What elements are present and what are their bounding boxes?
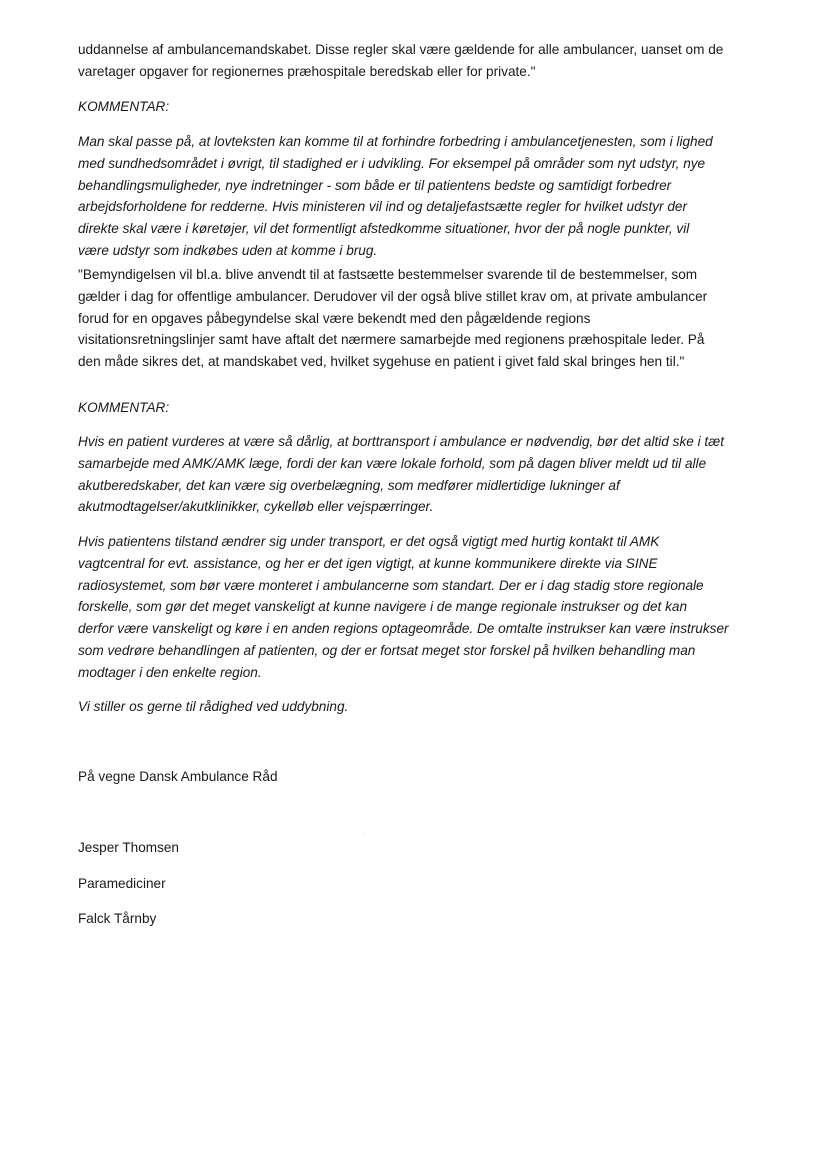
paragraph-line: modtager i den enkelte region. xyxy=(78,664,262,680)
paragraph-line: være udstyr som indkøbes uden at komme i brug. xyxy=(78,242,378,258)
authorization-quote-paragraph xyxy=(78,264,707,373)
paragraph-line: forskelle, som gør det meget vanskeligt at kunne navigere i de mange regionale instrukser og det kan xyxy=(78,599,688,615)
signature-on-behalf: På vegne Dansk Ambulance Råd xyxy=(78,769,278,784)
paragraph-line: uddannelse af ambulancemandskabet. Disse regler skal være gældende for alle ambulancer, uanset om de xyxy=(78,42,724,57)
paragraph-line: direkte skal være i køretøjer, vil det formentligt afstedkomme situationer, hvor der på nogle punkter, vil xyxy=(78,221,690,237)
paragraph-line: Vi stiller os gerne til rådighed ved uddybning. xyxy=(78,699,349,714)
signature-name: Jesper Thomsen xyxy=(78,840,179,855)
paragraph-line: derfor være vanskeligt og køre i en anden regions optageområde. De omtalte instrukser kan være instrukser xyxy=(78,621,729,637)
comment-heading-text: KOMMENTAR: xyxy=(78,99,170,114)
paragraph-line: samarbejde med AMK/AMK læge, fordi der kan være lokale forhold, som på dagen bliver meldt ud til alle xyxy=(78,455,707,471)
paragraph-line: radiosystemet, som bør være monteret i ambulancerne som standart. Der er i dag stadig store regionale xyxy=(78,577,704,593)
closing-offer-paragraph xyxy=(78,696,348,718)
paragraph-line: vagtcentral for evt. assistance, og her er det igen vigtigt, at kunne kommunikere direkte via SINE xyxy=(78,555,658,571)
comment-paragraph-equipment xyxy=(78,131,713,262)
signature-organization: Falck Tårnby xyxy=(78,911,157,926)
paragraph-line: varetager opgaver for regionernes præhospitale beredskab eller for private." xyxy=(78,63,536,79)
paragraph-line: "Bemyndigelsen vil bl.a. blive anvendt til at fastsætte bestemmelser svarende til de bestemmelser, som xyxy=(78,267,698,282)
paragraph-line: akutberedskaber, det kan være sig overbelægning, som medfører midlertidige lukninger af xyxy=(78,477,620,493)
paragraph-line: behandlingsmuligheder, nye indretninger - som både er til patientens bedste og samtidigt forbedrer xyxy=(78,177,672,193)
comment-heading-2 xyxy=(78,397,169,419)
paragraph-line: Man skal passe på, at lovteksten kan komme til at forhindre forbedring i ambulancetjenesten, som i lighed xyxy=(78,134,713,149)
paragraph-line: visitationsretningslinjer samt have aftalt det nærmere samarbejde med regionens præhospitale leder. På xyxy=(78,332,705,348)
comment-heading-text: KOMMENTAR: xyxy=(78,400,170,415)
paragraph-line: den måde sikres det, at mandskabet ved, hvilket sygehuse en patient i givet fald skal bringes hen til." xyxy=(78,354,685,370)
paragraph-line: med sundhedsområdet i øvrigt, til stadighed er i udvikling. For eksempel på områder som nyt udstyr, nye xyxy=(78,155,706,171)
comment-heading-1 xyxy=(78,96,169,118)
paragraph-line: som vedrøre behandlingen af patienten, og der er fortsat meget stor forskel på hvilken behandling man xyxy=(78,642,696,658)
letter-page xyxy=(78,0,758,1169)
paragraph-line: gælder i dag for offentlige ambulancer. Derudover vil der også blive stillet krav om, at private ambulancer xyxy=(78,288,708,304)
paragraph-line: akutmodtagelser/akutklinikker, cykelløb eller vejspærringer. xyxy=(78,499,434,515)
paragraph-line: arbejdsforholdene for redderne. Hvis ministeren vil ind og detaljefastsætte regler for hvilket udstyr der xyxy=(78,199,687,215)
paragraph-line: Hvis patientens tilstand ændrer sig under transport, er det også vigtigt med hurtig kontakt til AMK xyxy=(78,534,660,549)
signature-title: Paramediciner xyxy=(78,876,166,891)
comment-paragraph-transport xyxy=(78,531,729,684)
comment-paragraph-amk xyxy=(78,431,724,518)
paragraph-line: forud for en opgaves påbegyndelse skal være bekendt med den pågældende regions xyxy=(78,310,591,326)
paragraph-line: Hvis en patient vurderes at være så dårlig, at borttransport i ambulance er nødvendig, bør det altid ske i tæt xyxy=(78,434,725,449)
intro-quote-paragraph xyxy=(78,39,723,83)
scan-speck xyxy=(363,833,364,834)
